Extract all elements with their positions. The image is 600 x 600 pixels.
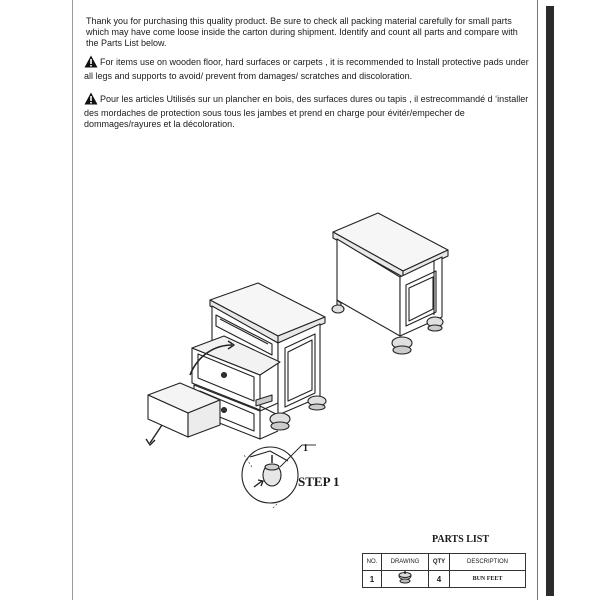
callout-number: 1 bbox=[303, 443, 308, 454]
intro-paragraph: Thank you for purchasing this quality product. Be sure to check all packing material carefully for small parts which may have come loose inside the carton during shipment. Identify and count all parts and compare with the Parts List below. bbox=[86, 16, 518, 48]
page-edge-bar bbox=[546, 6, 554, 596]
row-qty: 4 bbox=[429, 571, 450, 588]
row-description: BUN FEET bbox=[450, 571, 526, 588]
assembly-illustration bbox=[120, 205, 460, 510]
step-label: STEP 1 bbox=[298, 474, 340, 489]
table-row bbox=[363, 571, 526, 588]
page-border-left bbox=[72, 0, 73, 600]
row-no: 1 bbox=[363, 571, 382, 588]
warning-english-text: For items use on wooden floor, hard surfaces or carpets , it is recommended to Install protective pads under all legs and supports to avoid/ prevent from damages/ scratches and discoloration. bbox=[84, 57, 529, 81]
warning-english bbox=[84, 55, 529, 82]
parts-list-title: PARTS LIST bbox=[432, 534, 489, 545]
row-drawing bbox=[382, 571, 429, 588]
header-description: DESCRIPTION bbox=[450, 554, 526, 571]
bun-foot-icon bbox=[396, 581, 414, 587]
header-drawing: DRAWING bbox=[382, 554, 429, 571]
warning-french-text: Pour les articles Utilisés sur un plancher en bois, des surfaces dures ou tapis , il estrecommandé d ‘installer des mordaches de protection sous tous les jambes et prend en charge pour évitér/empecher de dommages/rayures et la décoloration. bbox=[84, 94, 529, 129]
warning-french bbox=[84, 92, 529, 130]
parts-list-table bbox=[362, 553, 526, 588]
page-border-right bbox=[537, 0, 538, 600]
parts-list-header-row bbox=[363, 554, 526, 571]
nightstand-rear-view bbox=[332, 213, 448, 354]
header-qty: QTY bbox=[429, 554, 450, 571]
warning-triangle-icon bbox=[84, 55, 98, 71]
header-no: NO. bbox=[363, 554, 382, 571]
warning-triangle-icon bbox=[84, 92, 98, 108]
